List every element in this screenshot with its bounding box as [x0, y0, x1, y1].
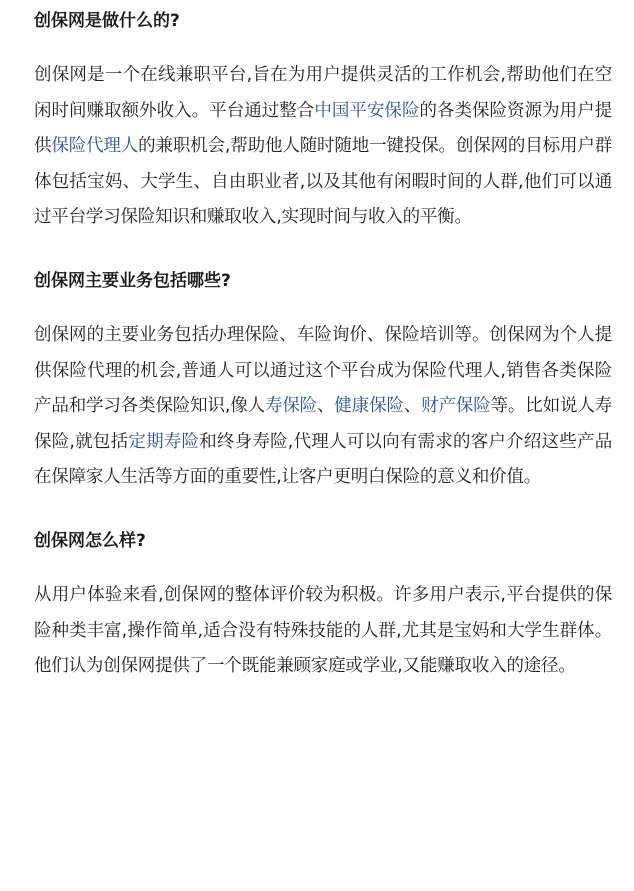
section-1-paragraph [34, 58, 612, 236]
section-2-text: 创保网的主要业务包括办理保险、车险询价、保险培训等。创保网为个人提供保险代理的机会,普通人可以通过这个平台成为保险代理人,销售各类保险产品和学习各类保险知识,像人 [34, 324, 612, 417]
section-2-text: 、 [317, 396, 335, 417]
link-property-insurance[interactable]: 财产保险 [421, 396, 491, 417]
link-term-life-insurance[interactable]: 定期寿险 [128, 431, 200, 452]
section-1-heading: 创保网是做什么的? [34, 11, 180, 31]
section-1-text: 创保网是一个在线兼职平台,旨在为用户提供灵活的工作机会,帮助他们在空闲时间赚取额外收入。平台通过整合 [34, 65, 612, 121]
section-2-paragraph [34, 318, 612, 496]
link-health-insurance[interactable]: 健康保险 [334, 396, 404, 417]
section-3-text: 从用户体验来看,创保网的整体评价较为积极。许多用户表示,平台提供的保险种类丰富,操作简单,适合没有特殊技能的人群,尤其是宝妈和大学生群体。他们认为创保网提供了一个既能兼顾家庭或学业,又能赚取收入的途径。 [34, 584, 612, 677]
section-1-text: 的兼职机会,帮助他人随时随地一键投保。创保网的目标用户群体包括宝妈、大学生、自由职业者,以及其他有闲暇时间的人群,他们可以通过平台学习保险知识和赚取收入,实现时间与收入的平衡。 [34, 136, 612, 228]
link-life-insurance[interactable]: 寿保险 [264, 396, 318, 417]
link-insurance-agent[interactable]: 保险代理人 [51, 136, 139, 157]
section-1-text: 的各类保险资源为用户提供 [34, 100, 612, 157]
section-3-paragraph [34, 578, 612, 685]
section-3-heading: 创保网怎么样? [34, 530, 146, 551]
section-2-heading: 创保网主要业务包括哪些? [34, 270, 231, 291]
link-pingan-insurance[interactable]: 中国平安保险 [314, 100, 420, 121]
section-2-text: 和终身寿险,代理人可以向有需求的客户介绍这些产品在保障家人生活等方面的重要性,让客户更明白保险的意义和价值。 [34, 431, 612, 488]
section-2-text: 、 [403, 396, 422, 417]
section-2-text: 等。比如说人寿保险,就包括 [34, 396, 612, 452]
